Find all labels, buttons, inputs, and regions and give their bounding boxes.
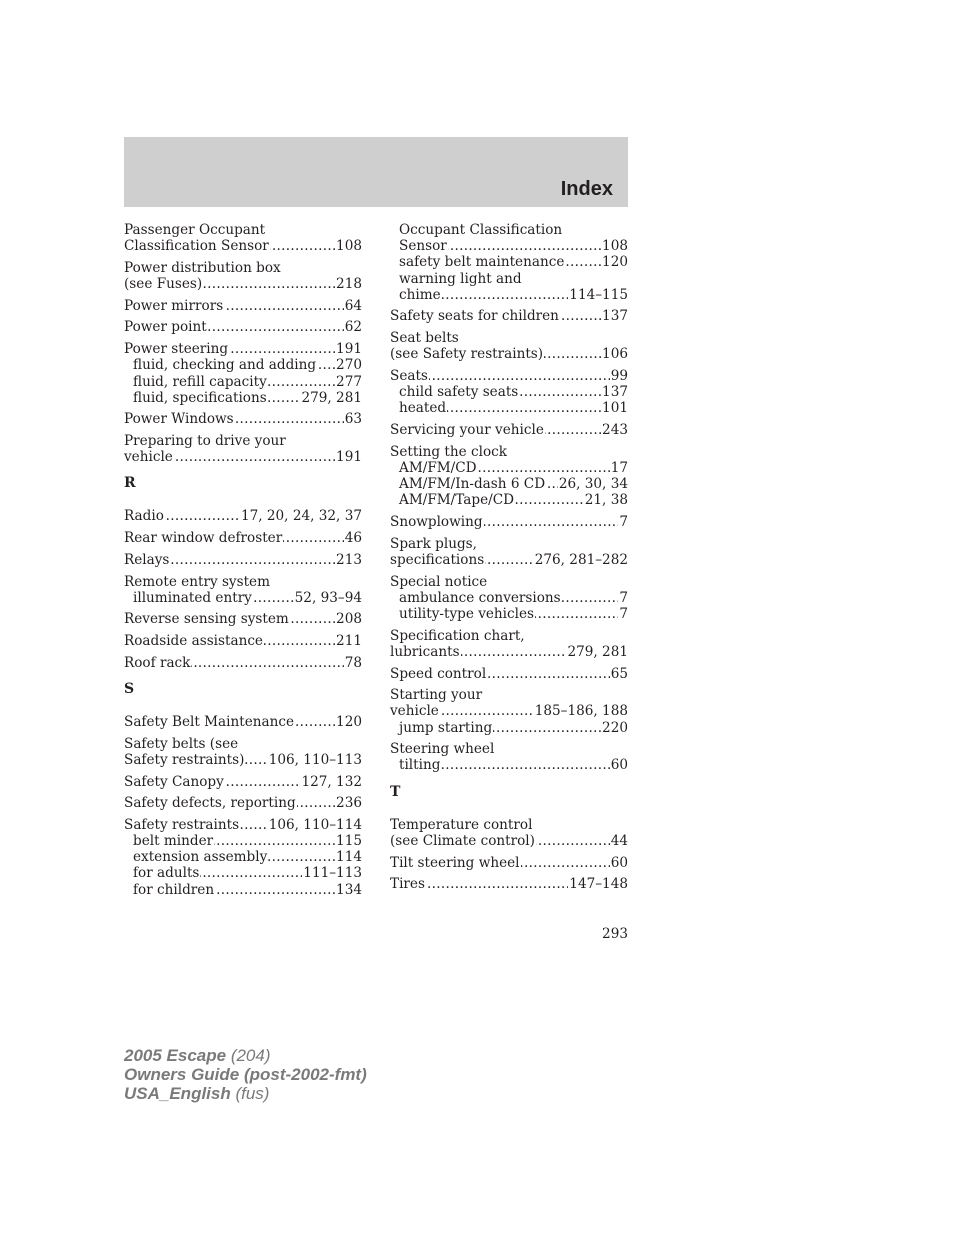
index-entry-line [124,411,362,427]
page-number: 293 [602,926,628,942]
index-entry-line [124,752,362,768]
index-entry-line [124,433,362,449]
index-entry [390,666,628,682]
header-band [124,137,628,207]
entry-page-ref: 101 [602,400,628,417]
index-entry [124,530,362,546]
entry-text: Safety Belt Maintenance [124,713,295,730]
index-subentry-line [390,590,628,606]
entry-text: Speed control [390,665,487,682]
entry-text: Sensor [399,238,447,255]
entry-page-ref: 277 [336,373,362,390]
entry-page-ref: 64 [344,297,362,314]
index-entry-line [124,508,362,524]
entry-text: (see Fuses) [124,276,203,293]
index-entry-line [124,633,362,649]
index-entry-line [390,741,628,757]
index-entry [124,574,362,606]
entry-text: for adults [133,865,200,882]
index-entry-line [390,833,628,849]
index-entry [124,795,362,811]
entry-page-ref: 62 [344,319,362,336]
index-entry [124,655,362,671]
index-entry [390,817,628,849]
index-subentry-line [390,238,628,254]
entry-page-ref: 279, 281 [301,389,362,406]
index-entry [390,876,628,892]
footer-model-code: (204) [226,1046,271,1065]
entry-page-ref: 208 [336,611,362,628]
index-entry-line [124,574,362,590]
index-subentry-line [390,400,628,416]
entry-text: Radio [124,508,164,525]
entry-text: chime [399,286,441,303]
entry-text: safety belt maintenance [399,254,565,271]
entry-text: ambulance conversions [399,589,561,606]
index-column-left [124,222,362,903]
entry-text: belt minder [133,833,214,850]
entry-text: Rear window defroster [124,530,283,547]
entry-text: Safety restraints [124,816,240,833]
index-subentry-line [390,384,628,400]
entry-page-ref: 134 [336,881,362,898]
index-subentry-line [124,833,362,849]
footer-line-model [124,1046,367,1065]
index-column-right [390,222,628,898]
index-entry-line [390,536,628,552]
index-subentry-line [390,492,628,508]
index-entry-line [124,552,362,568]
entry-page-ref: 213 [336,551,362,568]
index-entry-line [390,644,628,660]
footer-model: 2005 Escape [124,1046,227,1065]
entry-page-ref: 46 [344,530,362,547]
entry-page-ref: 270 [336,357,362,374]
index-entry-line [124,298,362,314]
footer-line-language [124,1084,367,1103]
entry-page-ref: 7 [619,589,628,606]
entry-page-ref: 44 [610,832,628,849]
entry-text: Safety belts (see [124,735,239,752]
entry-text: Seats [390,368,428,384]
entry-text: Tilt steering wheel [390,854,520,871]
index-subentry-line [390,222,628,238]
section-letter: S [124,680,135,697]
index-entry-line [390,876,628,892]
entry-page-ref: 243 [602,422,628,439]
entry-text: (see Climate control) [390,832,535,849]
entry-page-ref: 7 [619,514,628,530]
index-entry-line [390,330,628,346]
index-subentry-line [390,720,628,736]
entry-text: Specification chart, [390,627,525,644]
entry-text: Setting the clock [390,443,507,460]
entry-text: AM/FM/Tape/CD [399,492,514,509]
index-entry [124,319,362,335]
index-entry-line [124,276,362,292]
entry-text: Safety seats for children [390,308,559,325]
index-entry-line [124,655,362,671]
entry-page-ref: 218 [336,276,362,293]
entry-text: Temperature control [390,816,533,833]
entry-text: heated [399,400,447,417]
entry-text: Reverse sensing system [124,611,289,628]
index-entry-line [390,444,628,460]
entry-page-ref: 137 [602,308,628,325]
entry-page-ref: 108 [336,238,362,255]
entry-text: fluid, refill capacity [133,373,267,390]
entry-page-ref: 7 [619,605,628,622]
index-entry [390,308,628,324]
entry-page-ref: 220 [602,719,628,736]
index-subentry-line [124,882,362,898]
entry-text: Servicing your vehicle [390,422,544,439]
section-letter: T [390,783,401,800]
entry-page-ref: 111–113 [303,865,362,882]
entry-text: child safety seats [399,384,519,401]
index-entry [390,444,628,509]
entry-page-ref: 114–115 [569,286,628,303]
index-entry [390,368,628,417]
index-entry-line [124,222,362,238]
index-entry-line [124,341,362,357]
entry-page-ref: 236 [336,795,362,812]
entry-text: Special notice [390,573,488,590]
entry-text: for children [133,881,215,898]
index-subentry-line [390,287,628,303]
index-entry-line [124,530,362,546]
index-entry-line [390,308,628,324]
index-entry [390,855,628,871]
entry-page-ref: 60 [610,757,628,774]
index-subentry-line [124,390,362,406]
index-entry-line [124,611,362,627]
footer-language: USA_English [124,1084,231,1103]
entry-page-ref: 65 [610,665,628,682]
entry-text: (see Safety restraints) [390,346,544,363]
entry-text: tilting [399,757,441,774]
index-entry-line [124,319,362,335]
entry-text: Occupant Classification [399,222,563,238]
index-entry-line [124,449,362,465]
entry-text: Roof rack [124,654,191,671]
index-entry [390,574,628,623]
index-entry [124,633,362,649]
index-entry [124,552,362,568]
entry-text: Tires [390,876,425,893]
index-entry [390,222,628,303]
index-subentry-line [390,757,628,773]
entry-text: Preparing to drive your [124,433,286,450]
entry-text: Power point [124,319,207,336]
index-subentry-line [124,849,362,865]
entry-text: AM/FM/CD [399,459,477,476]
document-footer [124,1046,367,1103]
index-entry [124,341,362,406]
index-entry [124,433,362,465]
entry-text: Remote entry system [124,573,270,590]
index-entry-line [390,346,628,362]
index-entry-line [124,774,362,790]
index-entry-line [390,552,628,568]
entry-text: Seat belts [390,330,459,347]
entry-text: extension assembly [133,849,268,866]
index-subentry-line [124,865,362,881]
index-entry [124,508,362,524]
index-subentry-line [124,374,362,390]
index-subentry-line [390,254,628,270]
entry-text: Power steering [124,341,229,358]
entry-page-ref: 106, 110–114 [268,816,362,833]
index-entry-line [390,687,628,703]
entry-page-ref: 52, 93–94 [294,589,362,606]
index-entry [390,422,628,438]
index-subentry-line [390,460,628,476]
entry-text: Relays [124,551,170,568]
index-entry-line [390,422,628,438]
entry-text: warning light and [399,270,522,287]
entry-page-ref: 147–148 [569,876,628,893]
entry-page-ref: 106, 110–113 [268,751,362,768]
page-title: Index [560,178,613,200]
entry-text: Starting your [390,687,483,704]
index-subentry-line [124,357,362,373]
entry-page-ref: 276, 281–282 [534,551,628,568]
index-entry-line [124,714,362,730]
index-entry [390,741,628,773]
index-entry [124,222,362,254]
entry-page-ref: 191 [336,449,362,466]
entry-page-ref: 137 [602,384,628,401]
entry-text: Power distribution box [124,259,281,276]
entry-text: Snowplowing [390,514,483,530]
index-subentry-line [124,590,362,606]
index-entry [390,330,628,362]
entry-page-ref: 78 [344,654,362,671]
entry-text: fluid, specifications [133,389,267,406]
entry-page-ref: 26, 30, 34 [558,476,628,493]
index-entry [124,260,362,292]
entry-text: Safety defects, reporting [124,795,296,812]
entry-text: Power mirrors [124,297,224,314]
entry-page-ref: 21, 38 [584,492,628,509]
index-entry-line [124,260,362,276]
entry-page-ref: 120 [336,713,362,730]
entry-text: vehicle [124,449,173,466]
index-entry-line [390,574,628,590]
index-entry [390,628,628,660]
index-entry-line [390,703,628,719]
entry-text: Roadside assistance [124,633,263,650]
footer-language-code: (fus) [230,1084,270,1103]
index-entry [124,736,362,768]
entry-text: AM/FM/In-dash 6 CD [399,476,546,493]
entry-page-ref: 106 [602,346,628,363]
entry-page-ref: 115 [336,833,362,850]
entry-page-ref: 185–186, 188 [534,703,628,720]
entry-text: Passenger Occupant [124,222,266,238]
index-entry [124,411,362,427]
entry-text: jump starting [399,719,493,736]
entry-text: Classification Sensor [124,238,269,255]
entry-text: vehicle [390,703,439,720]
index-entry [124,817,362,898]
entry-page-ref: 191 [336,341,362,358]
index-entry [124,774,362,790]
entry-page-ref: 60 [610,854,628,871]
index-entry-line [390,514,628,530]
entry-page-ref: 17 [610,459,628,476]
index-subentry-line [390,606,628,622]
entry-page-ref: 63 [344,411,362,428]
index-entry-line [124,817,362,833]
index-entry-line [124,238,362,254]
entry-text: Steering wheel [390,741,495,758]
entry-text: specifications [390,551,485,568]
entry-text: Safety restraints) [124,751,245,768]
entry-text: Safety Canopy [124,773,224,790]
index-entry-line [390,368,628,384]
index-entry-line [124,795,362,811]
entry-page-ref: 114 [336,849,362,866]
index-entry [390,536,628,568]
entry-text: lubricants [390,643,460,660]
entry-page-ref: 211 [336,633,362,650]
entry-page-ref: 17, 20, 24, 32, 37 [240,508,362,525]
index-entry [390,687,628,736]
entry-text: utility-type vehicles [399,605,535,622]
index-entry [124,714,362,730]
entry-text: Power Windows [124,411,234,428]
entry-page-ref: 120 [602,254,628,271]
index-entry [124,611,362,627]
entry-text: Spark plugs, [390,535,477,552]
index-subentry-line [390,476,628,492]
entry-page-ref: 99 [610,368,628,384]
footer-line-guide [124,1065,367,1084]
index-entry-line [390,855,628,871]
index-entry-line [390,628,628,644]
index-entry-line [390,817,628,833]
section-letter: R [124,475,136,492]
index-entry [124,298,362,314]
footer-guide: Owners Guide (post-2002-fmt) [124,1065,367,1084]
entry-page-ref: 279, 281 [567,643,628,660]
entry-page-ref: 108 [602,238,628,255]
entry-text: fluid, checking and adding [133,357,317,374]
index-entry-line [390,666,628,682]
index-entry-line [124,736,362,752]
index-subentry-line [390,271,628,287]
entry-text: illuminated entry [133,589,252,606]
entry-page-ref: 127, 132 [301,773,362,790]
index-entry [390,514,628,530]
